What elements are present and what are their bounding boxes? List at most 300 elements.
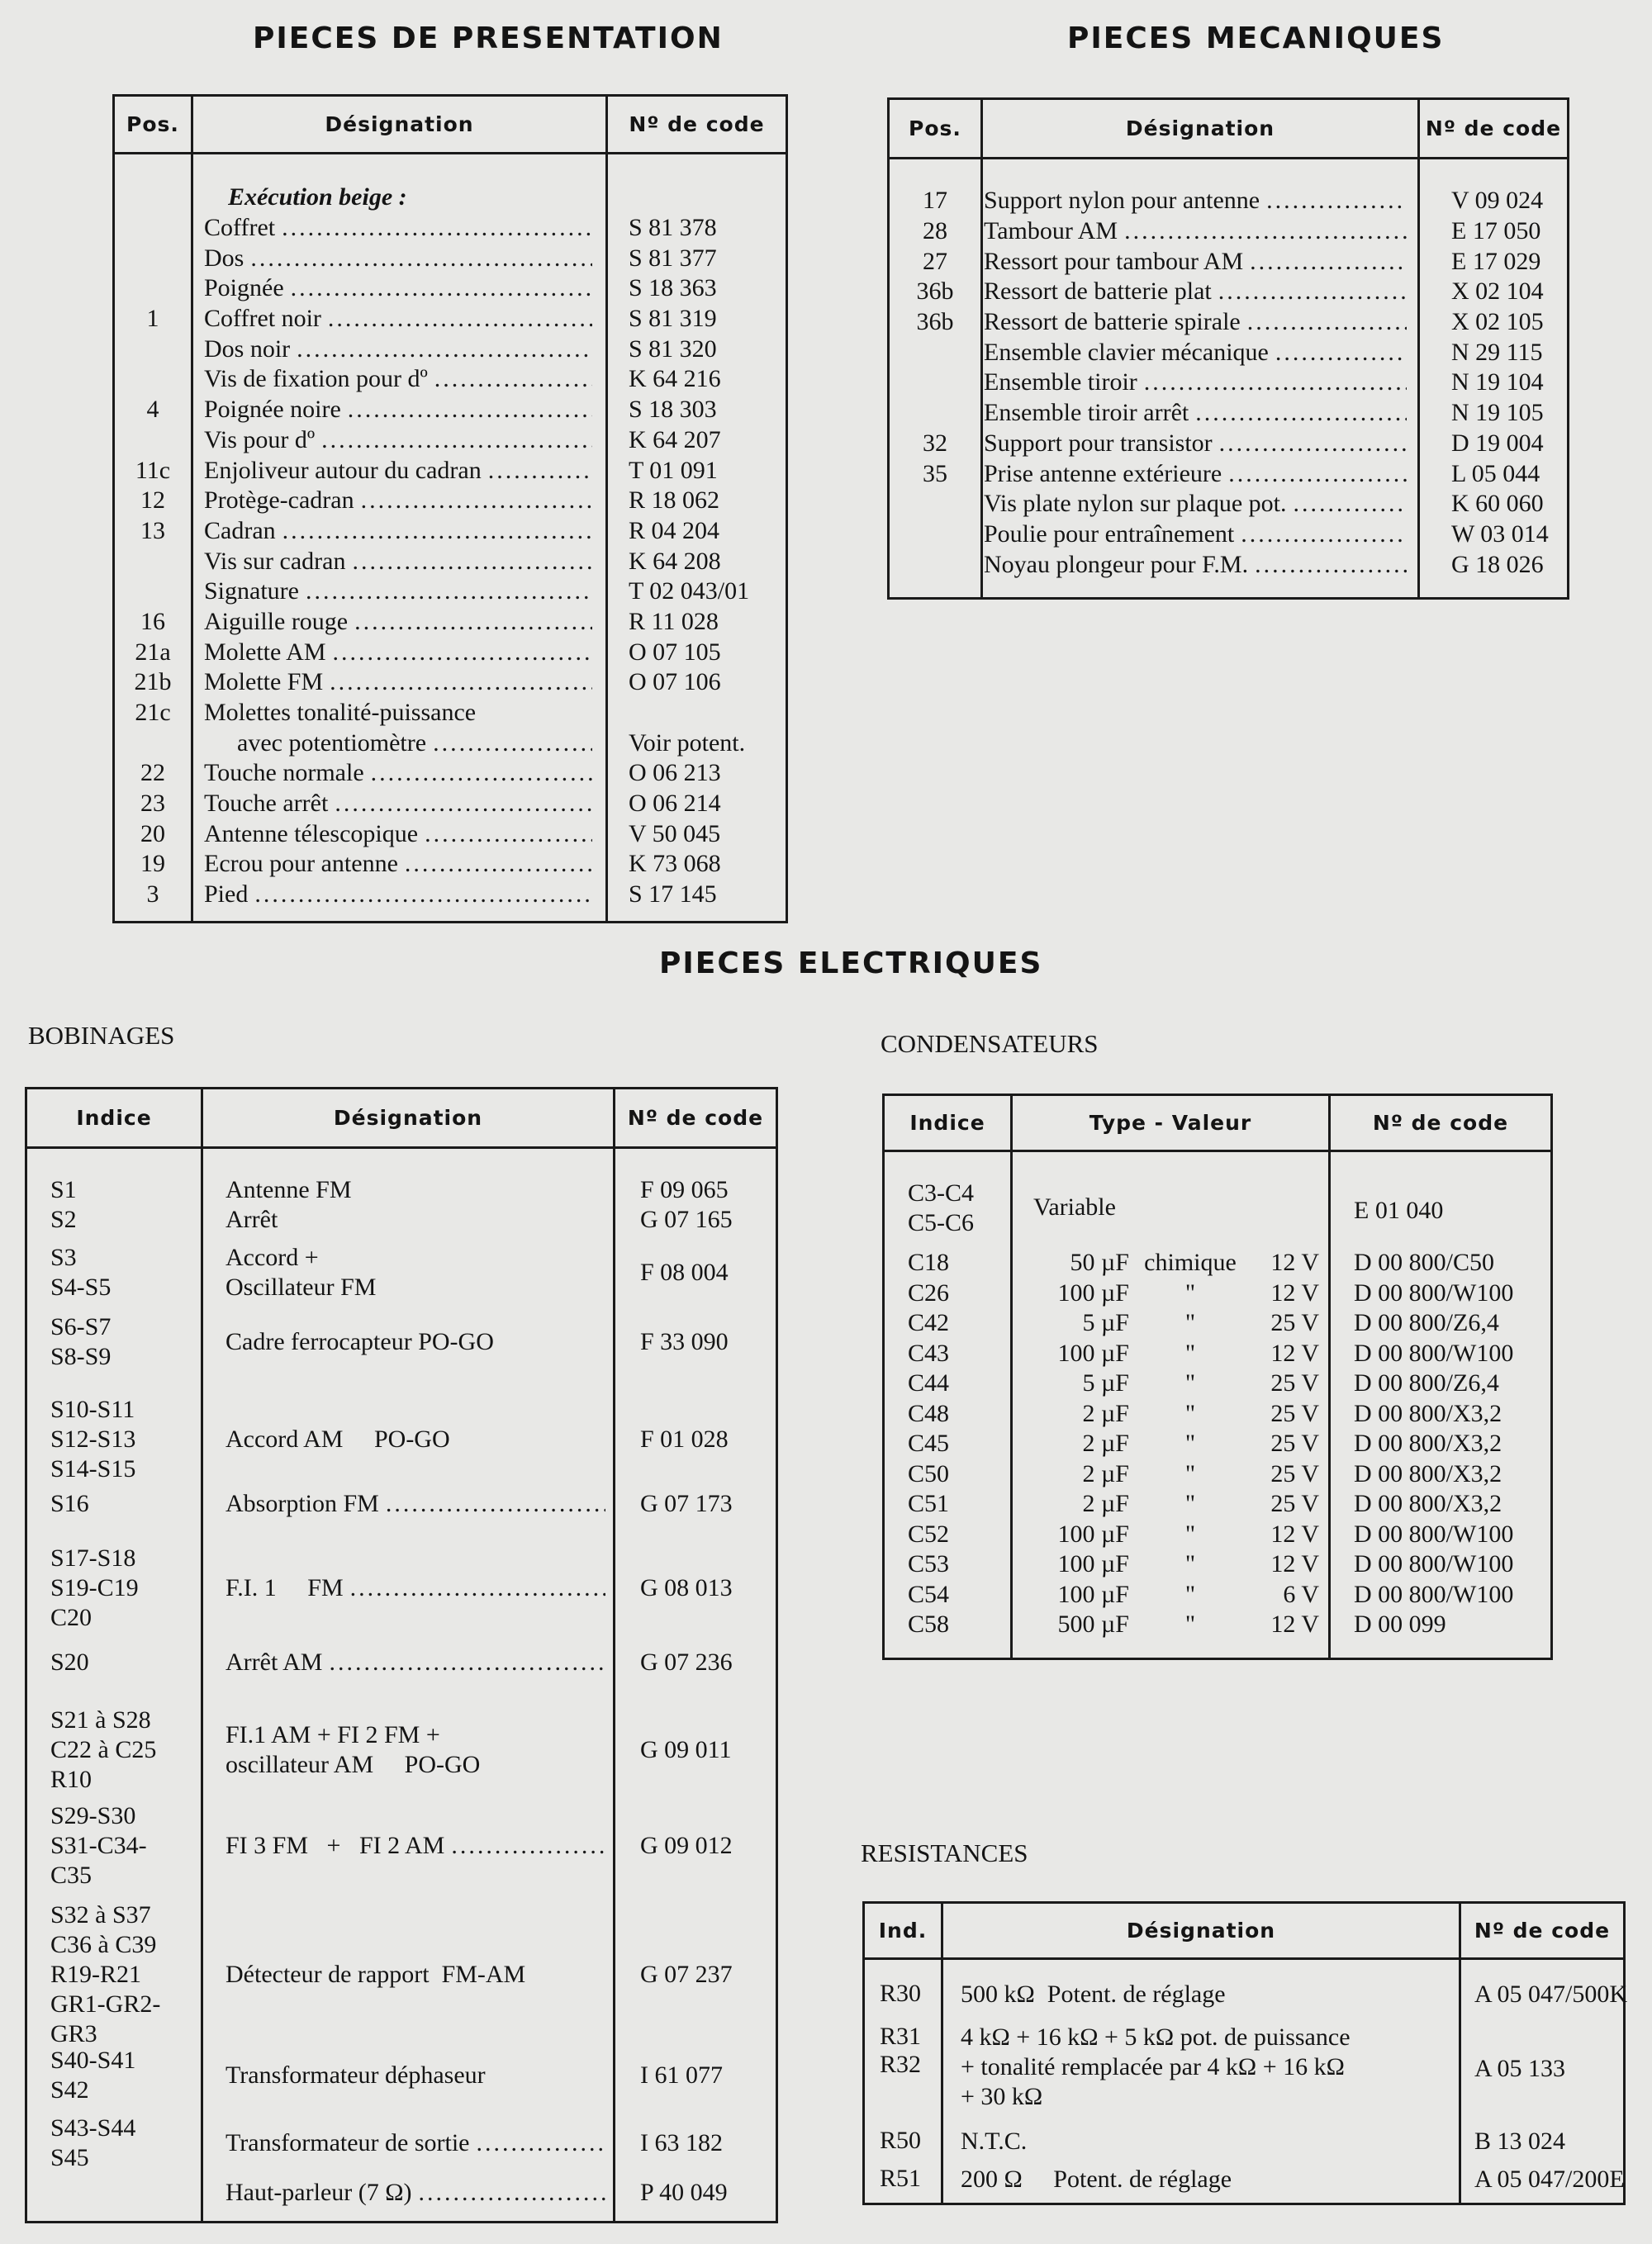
designation-text: Antenne FM Arrêt	[225, 1176, 352, 1233]
designation-text: Cadran	[204, 516, 276, 544]
table-row	[115, 546, 786, 576]
row-indice: C53	[908, 1550, 950, 1578]
row-code: F 01 028	[640, 1426, 729, 1453]
designation-text: Touche arrêt	[204, 790, 329, 818]
row-designation	[225, 1720, 605, 1780]
row-code: V 09 024	[1451, 187, 1544, 215]
row-indice: C43	[908, 1339, 950, 1367]
row-designation	[204, 364, 592, 395]
table-row	[27, 1175, 776, 1235]
table-row	[885, 1399, 1550, 1430]
row-ind: R30	[880, 1980, 922, 2007]
designation-text: Touche normale	[204, 759, 364, 787]
row-code: V 50 045	[629, 819, 721, 847]
row-indice: C58	[908, 1611, 950, 1639]
row-pos: 11c	[135, 456, 171, 484]
row-kind: "	[1184, 1279, 1196, 1307]
table-row	[890, 398, 1567, 429]
row-value: 500 µF	[1057, 1611, 1129, 1639]
table-row	[115, 425, 786, 456]
table-row	[890, 368, 1567, 398]
leader-dots	[426, 729, 592, 757]
presentation-table	[112, 94, 788, 923]
table-row	[115, 486, 786, 516]
row-code: Voir potent.	[629, 728, 746, 757]
row-voltage: 6 V	[1283, 1580, 1319, 1608]
cap-variable-type: Variable	[1033, 1193, 1116, 1221]
table-row	[115, 818, 786, 849]
designation-text: Molettes tonalité-puissance	[204, 699, 477, 727]
row-code: D 00 800/X3,2	[1354, 1459, 1502, 1487]
row-kind: "	[1184, 1399, 1196, 1427]
row-indice: C52	[908, 1520, 950, 1548]
row-code: O 07 106	[629, 668, 721, 696]
row-code: G 09 011	[640, 1736, 732, 1763]
leader-dots	[1212, 278, 1407, 306]
row-indice: C51	[908, 1490, 950, 1518]
row-designation	[225, 2128, 605, 2158]
row-pos	[890, 337, 980, 368]
leader-dots	[398, 850, 592, 878]
row-code: P 40 049	[640, 2179, 728, 2206]
row-value: 50 µF	[1070, 1249, 1129, 1277]
leader-dots	[315, 426, 592, 454]
row-designation	[984, 398, 1407, 429]
leader-dots	[322, 1648, 605, 1677]
row-ind: R51	[880, 2165, 922, 2192]
row-code: N 29 115	[1451, 338, 1543, 366]
row-value: 2 µF	[1082, 1490, 1129, 1518]
row-indices: S16	[50, 1490, 89, 1517]
row-indices: S1 S2	[50, 1176, 77, 1233]
row-pos: 20	[140, 819, 165, 847]
row-pos: 36b	[916, 278, 954, 306]
table-row	[885, 1580, 1550, 1611]
row-code: D 00 800/Z6,4	[1354, 1309, 1499, 1337]
designation-text: Vis sur cadran	[204, 547, 346, 575]
designation-text: Transformateur déphaseur	[225, 2061, 486, 2089]
row-code: K 64 216	[629, 365, 721, 393]
table-row	[27, 2178, 776, 2208]
header-code: Nº de code	[627, 1106, 764, 1130]
row-code: D 00 800/X3,2	[1354, 1399, 1502, 1427]
header-code: Nº de code	[1474, 1919, 1611, 1943]
row-designation	[984, 489, 1407, 519]
row-designation	[225, 1573, 605, 1603]
table-row	[115, 273, 786, 304]
table-row	[115, 789, 786, 819]
table-row	[885, 1429, 1550, 1459]
row-pos: 19	[140, 850, 165, 878]
row-pos	[890, 368, 980, 398]
presentation-rows	[115, 183, 786, 910]
table-row	[865, 1980, 1628, 2013]
row-pos: 3	[146, 880, 159, 909]
designation-text: Aiguille rouge	[204, 607, 349, 635]
row-indices: S21 à S28 C22 à C25 R10	[50, 1706, 157, 1793]
row-indices: S32 à S37 C36 à C39 R19-R21 GR1-GR2- GR3	[50, 1901, 161, 2047]
table-row	[27, 1312, 776, 1372]
table-row	[115, 637, 786, 667]
row-pos	[890, 549, 980, 580]
row-kind: "	[1184, 1459, 1196, 1487]
row-pos	[115, 243, 191, 273]
row-code: G 07 236	[640, 1649, 733, 1676]
designation-text: Ensemble tiroir arrêt	[984, 399, 1189, 427]
header-designation: Désignation	[1125, 116, 1275, 140]
row-code: D 00 800/W100	[1354, 1279, 1514, 1307]
row-designation	[204, 637, 592, 667]
row-code: S 81 319	[629, 305, 717, 333]
row-kind: "	[1184, 1369, 1196, 1397]
header-code: Nº de code	[629, 112, 765, 136]
leader-dots	[418, 820, 592, 848]
row-value: 2 µF	[1082, 1430, 1129, 1458]
designation-text: Ressort de batterie spirale	[984, 308, 1241, 336]
row-pos: 28	[923, 217, 947, 245]
row-designation	[204, 213, 592, 244]
row-code: I 61 077	[640, 2061, 723, 2089]
table-row	[885, 1549, 1550, 1580]
row-designation	[204, 304, 592, 334]
row-designation	[204, 395, 592, 425]
table-row	[115, 395, 786, 425]
table-row	[890, 489, 1567, 519]
designation-text: Prise antenne extérieure	[984, 459, 1222, 487]
row-value: 100 µF	[1057, 1580, 1129, 1608]
table-row	[890, 186, 1567, 216]
table-row	[115, 667, 786, 698]
table-row	[115, 455, 786, 486]
header-code: Nº de code	[1425, 116, 1562, 140]
row-voltage: 25 V	[1270, 1309, 1319, 1337]
title-mecaniques: PIECES MECANIQUES	[1067, 21, 1445, 55]
leader-dots	[428, 365, 592, 393]
row-code: D 00 800/Z6,4	[1354, 1369, 1499, 1397]
row-pos	[890, 398, 980, 429]
table-row	[885, 1248, 1550, 1279]
resistances-header	[865, 1904, 1623, 1960]
designation-text: Ensemble clavier mécanique	[984, 338, 1269, 366]
row-code: L 05 044	[1451, 459, 1540, 487]
row-value: 5 µF	[1082, 1309, 1129, 1337]
table-row	[27, 1648, 776, 1677]
row-designation	[225, 1489, 605, 1519]
condensateurs-rows	[885, 1248, 1550, 1640]
row-pos	[115, 213, 191, 244]
mecaniques-table	[887, 97, 1569, 600]
row-voltage: 25 V	[1270, 1490, 1319, 1518]
table-row	[115, 334, 786, 364]
leader-dots	[1269, 339, 1407, 367]
row-pos	[115, 425, 191, 456]
table-row	[890, 307, 1567, 338]
condensateurs-table	[882, 1094, 1553, 1660]
table-row	[115, 243, 786, 273]
row-code: D 00 099	[1354, 1611, 1446, 1639]
header-indice: Indice	[76, 1106, 152, 1130]
leader-dots	[345, 548, 592, 576]
row-code: D 00 800/X3,2	[1354, 1490, 1502, 1518]
row-designation	[204, 698, 592, 728]
table-row	[885, 1369, 1550, 1399]
cap-variable-indices: C3-C4 C5-C6	[908, 1179, 975, 1236]
label-bobinages: BOBINAGES	[28, 1021, 175, 1050]
row-code: E 17 029	[1451, 247, 1541, 275]
table-row	[885, 1339, 1550, 1369]
row-code: A 05 047/200E	[1474, 2166, 1625, 2193]
designation-text: FI.1 AM + FI 2 FM + oscillateur AM PO-GO	[225, 1721, 481, 1778]
row-value: 5 µF	[1082, 1369, 1129, 1397]
row-kind: "	[1184, 1520, 1196, 1548]
designation-text: Haut-parleur (7 Ω)	[225, 2179, 412, 2206]
row-code: X 02 105	[1451, 308, 1544, 336]
table-row	[27, 2046, 776, 2105]
table-row	[885, 1279, 1550, 1309]
row-pos: 21b	[134, 668, 172, 696]
row-pos: 13	[140, 516, 165, 544]
row-designation	[204, 607, 592, 638]
table-row	[115, 576, 786, 607]
row-code: D 00 800/C50	[1354, 1249, 1495, 1277]
subheading: Exécution beige :	[228, 183, 407, 211]
row-designation	[204, 425, 592, 456]
row-code: S 18 303	[629, 396, 717, 424]
table-row	[890, 519, 1567, 550]
table-row	[865, 2023, 1623, 2117]
row-pos: 16	[140, 607, 165, 635]
row-kind: "	[1184, 1490, 1196, 1518]
leader-dots	[321, 305, 592, 333]
designation-text: Molette FM	[204, 668, 324, 696]
row-designation	[984, 307, 1407, 338]
row-code: K 64 208	[629, 547, 721, 575]
leader-dots	[1243, 248, 1407, 276]
row-ind: R31 R32	[880, 2023, 922, 2078]
row-indices: S40-S41 S42	[50, 2047, 136, 2104]
row-code: K 73 068	[629, 850, 721, 878]
row-kind: "	[1184, 1611, 1196, 1639]
leader-dots	[341, 396, 592, 424]
designation-text: Signature	[204, 577, 299, 605]
table-row	[890, 277, 1567, 307]
row-indice: C18	[908, 1249, 950, 1277]
row-designation	[984, 246, 1407, 277]
label-condensateurs: CONDENSATEURS	[881, 1029, 1099, 1058]
row-designation	[204, 849, 592, 880]
table-row	[865, 2127, 1623, 2160]
leader-dots	[276, 517, 592, 545]
row-kind: chimique	[1144, 1249, 1237, 1277]
row-indice: C44	[908, 1369, 950, 1397]
row-designation	[984, 216, 1407, 247]
row-voltage: 12 V	[1270, 1520, 1319, 1548]
row-designation	[204, 455, 592, 486]
row-designation	[204, 576, 592, 607]
row-code: T 02 043/01	[629, 577, 750, 605]
row-pos	[890, 519, 980, 550]
designation-text: Support pour transistor	[984, 429, 1213, 457]
presentation-header	[115, 97, 786, 154]
row-pos: 4	[146, 396, 159, 424]
row-pos	[115, 728, 191, 758]
row-voltage: 12 V	[1270, 1550, 1319, 1578]
leader-dots	[328, 790, 592, 818]
row-code: D 00 800/W100	[1354, 1339, 1514, 1367]
leader-dots	[412, 2178, 605, 2208]
row-voltage: 12 V	[1270, 1249, 1319, 1277]
row-code: R 11 028	[629, 607, 719, 635]
header-ind: Ind.	[878, 1919, 928, 1943]
table-row	[115, 880, 786, 910]
leader-dots	[244, 244, 592, 273]
designation-text: FI 3 FM + FI 2 AM	[225, 1832, 445, 1859]
row-code: K 64 207	[629, 425, 721, 453]
row-designation	[204, 516, 592, 547]
designation-text: Arrêt AM	[225, 1649, 323, 1676]
table-row	[27, 1706, 776, 1795]
leader-dots	[444, 1831, 605, 1861]
leader-dots	[1248, 551, 1407, 579]
row-kind: "	[1184, 1550, 1196, 1578]
row-code: D 19 004	[1451, 429, 1544, 457]
leader-dots	[284, 274, 592, 302]
row-pos: 27	[923, 247, 947, 275]
table-row	[115, 849, 786, 880]
table-row	[27, 1544, 776, 1633]
header-designation: Désignation	[333, 1106, 483, 1130]
row-value: 100 µF	[1057, 1550, 1129, 1578]
designation-text: Ensemble tiroir	[984, 368, 1137, 396]
row-pos	[890, 489, 980, 519]
row-kind: "	[1184, 1430, 1196, 1458]
label-resistances: RESISTANCES	[861, 1838, 1028, 1867]
leader-dots	[299, 577, 592, 605]
table-row	[865, 2165, 1623, 2198]
table-row	[890, 429, 1567, 459]
header-pos: Pos.	[126, 112, 179, 136]
row-code: A 05 133	[1474, 2055, 1566, 2082]
leader-dots	[290, 335, 592, 363]
row-pos: 1	[146, 305, 159, 333]
leader-dots	[379, 1489, 605, 1519]
row-code: R 18 062	[629, 486, 720, 515]
table-row	[890, 549, 1567, 580]
row-value: 100 µF	[1057, 1279, 1129, 1307]
designation-text: Vis plate nylon sur plaque pot.	[984, 490, 1287, 518]
row-code: G 08 013	[640, 1574, 733, 1601]
row-kind: "	[1184, 1309, 1196, 1337]
row-designation: N.T.C.	[961, 2128, 1028, 2155]
table-row	[890, 337, 1567, 368]
designation-text: avec potentiomètre	[237, 728, 427, 757]
leader-dots	[1286, 490, 1407, 518]
cap-variable-row	[885, 1179, 1550, 1238]
leader-dots	[1213, 429, 1407, 458]
designation-text: Coffret noir	[204, 305, 321, 333]
row-indices: S43-S44 S45	[50, 2114, 136, 2171]
row-code: D 00 800/X3,2	[1354, 1430, 1502, 1458]
leader-dots	[348, 608, 592, 636]
row-kind: "	[1184, 1580, 1196, 1608]
row-pos	[115, 576, 191, 607]
title-electriques: PIECES ELECTRIQUES	[659, 946, 1043, 980]
leader-dots	[1222, 460, 1407, 488]
table-row	[27, 1489, 776, 1519]
row-designation	[225, 2061, 605, 2090]
row-kind: "	[1184, 1339, 1196, 1367]
row-pos: 23	[140, 790, 165, 818]
leader-dots	[1118, 217, 1407, 245]
row-code: D 00 800/W100	[1354, 1520, 1514, 1548]
row-designation	[225, 1831, 605, 1861]
row-designation: 500 kΩ Potent. de réglage	[961, 1981, 1226, 2008]
row-designation	[225, 2178, 605, 2208]
designation-text: Accord + Oscillateur FM	[225, 1244, 377, 1301]
table-row	[885, 1308, 1550, 1339]
row-indice: C45	[908, 1430, 950, 1458]
row-designation	[204, 758, 592, 789]
header-pos: Pos.	[909, 116, 961, 140]
row-designation	[204, 880, 592, 910]
row-code: G 07 173	[640, 1490, 733, 1517]
designation-text: Tambour AM	[984, 217, 1118, 245]
table-row	[115, 698, 786, 728]
designation-text: Poignée noire	[204, 396, 341, 424]
row-indices: S3 S4-S5	[50, 1244, 112, 1301]
row-code: F 33 090	[640, 1328, 729, 1355]
table-row	[27, 1243, 776, 1302]
row-indice: C48	[908, 1399, 950, 1427]
table-row	[885, 1520, 1550, 1550]
row-code: S 18 363	[629, 274, 717, 302]
row-code: O 06 213	[629, 759, 721, 787]
row-code: G 09 012	[640, 1832, 733, 1859]
row-code: S 17 145	[629, 880, 717, 909]
row-pos	[115, 364, 191, 395]
row-code: E 17 050	[1451, 217, 1541, 245]
row-designation	[984, 277, 1407, 307]
row-designation	[984, 519, 1407, 550]
row-designation	[984, 458, 1407, 489]
row-indice: C26	[908, 1279, 950, 1307]
row-pos: 21a	[135, 638, 171, 666]
leader-dots	[275, 214, 592, 242]
leader-dots	[323, 668, 592, 696]
header-designation: Désignation	[1126, 1919, 1276, 1943]
table-row	[27, 2114, 776, 2173]
row-designation: 4 kΩ + 16 kΩ + 5 kΩ pot. de puissance + tonalité remplacée par 4 kΩ + 16 kΩ + 30 kΩ	[961, 2023, 1351, 2110]
header-designation: Désignation	[325, 112, 474, 136]
leader-dots	[1137, 368, 1407, 396]
row-voltage: 25 V	[1270, 1459, 1319, 1487]
designation-text: Protège-cadran	[204, 486, 354, 515]
row-value: 2 µF	[1082, 1399, 1129, 1427]
row-designation	[204, 334, 592, 364]
row-code: F 09 065 G 07 165	[640, 1176, 733, 1233]
row-voltage: 12 V	[1270, 1339, 1319, 1367]
row-value: 100 µF	[1057, 1520, 1129, 1548]
row-pos	[115, 546, 191, 576]
row-voltage: 12 V	[1270, 1611, 1319, 1639]
row-ind: R50	[880, 2127, 922, 2154]
row-designation	[204, 818, 592, 849]
row-pos: 36b	[916, 308, 954, 336]
row-designation	[204, 667, 592, 698]
row-designation	[225, 1425, 605, 1454]
row-designation	[225, 1327, 605, 1357]
mecaniques-rows	[890, 186, 1567, 580]
